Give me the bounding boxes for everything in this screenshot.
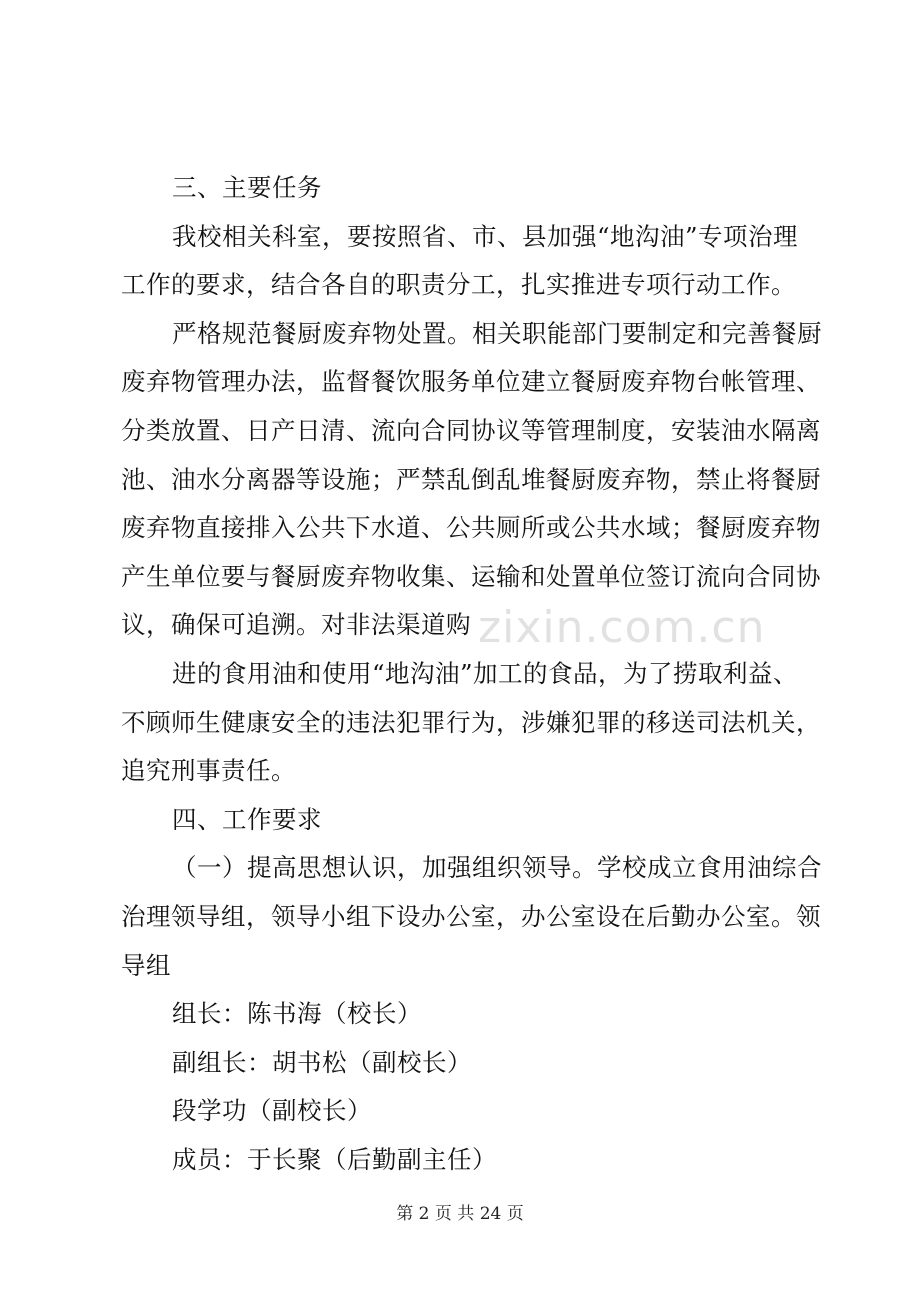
paragraph-line: 我校相关科室，要按照省、市、县加强“地沟油”专项治理 (172, 221, 799, 251)
group-member: 成员：于长聚（后勤副主任） (172, 1144, 497, 1174)
watermark: zixin.com.cn (478, 602, 766, 653)
paragraph-line: 议，确保可追溯。对非法渠道购 (121, 610, 471, 640)
paragraph-line: 追究刑事责任。 (121, 756, 296, 786)
paragraph-line: 导组 (121, 950, 171, 980)
paragraph-line: 不顾师生健康安全的违法犯罪行为，涉嫌犯罪的移送司法机关， (121, 707, 821, 737)
paragraph-line: 治理领导组，领导小组下设办公室，办公室设在后勤办公室。领 (121, 901, 821, 931)
section-heading-3: 三、主要任务 (172, 173, 322, 202)
paragraph-line: 分类放置、日产日清、流向合同协议等管理制度，安装油水隔离 (121, 415, 821, 445)
paragraph-line: 废弃物直接排入公共下水道、公共厕所或公共水域；餐厨废弃物 (121, 513, 821, 543)
deputy-group-leader-2: 段学功（副校长） (172, 1096, 372, 1126)
paragraph-line: （一）提高思想认识，加强组织领导。学校成立食用油综合 (172, 853, 822, 883)
paragraph-line: 池、油水分离器等设施；严禁乱倒乱堆餐厨废弃物，禁止将餐厨 (121, 464, 821, 494)
document-body (121, 164, 822, 1184)
paragraph-line: 严格规范餐厨废弃物处置。相关职能部门要制定和完善餐厨 (172, 318, 822, 348)
deputy-group-leader: 副组长：胡书松（副校长） (172, 1047, 472, 1077)
paragraph-line: 工作的要求，结合各自的职责分工，扎实推进专项行动工作。 (121, 270, 796, 300)
paragraph-line: 进的食用油和使用“地沟油”加工的食品，为了捞取利益、 (172, 658, 799, 688)
page-footer: 第 2 页 共 24 页 (396, 1204, 524, 1224)
paragraph-line: 废弃物管理办法，监督餐饮服务单位建立餐厨废弃物台帐管理、 (121, 367, 821, 397)
group-leader: 组长：陈书海（校长） (172, 999, 422, 1029)
paragraph-line: 产生单位要与餐厨废弃物收集、运输和处置单位签订流向合同协 (121, 561, 821, 591)
section-heading-4: 四、工作要求 (172, 804, 322, 834)
